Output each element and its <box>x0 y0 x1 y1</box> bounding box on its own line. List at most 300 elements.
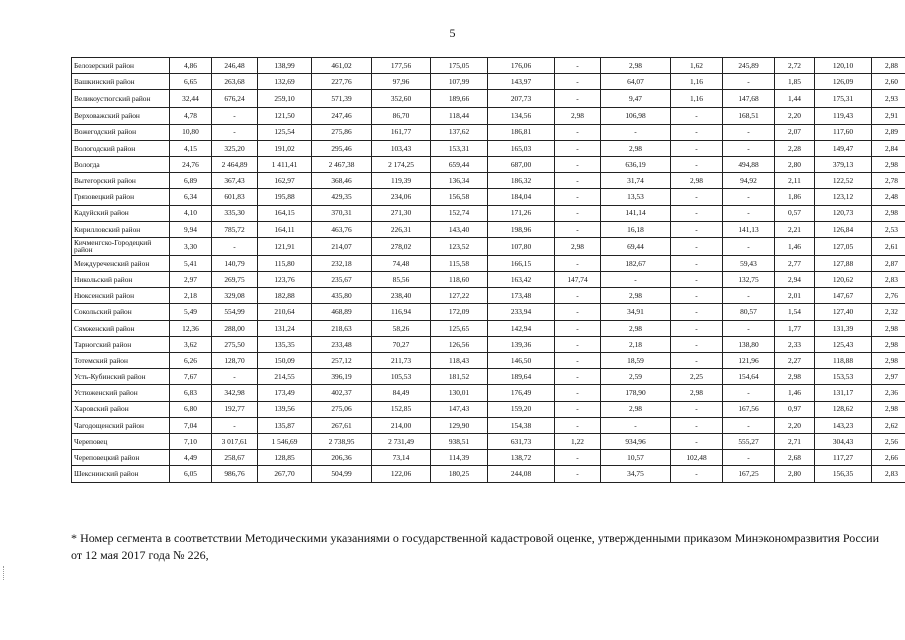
value-cell: 154,64 <box>723 369 775 385</box>
value-cell: 107,99 <box>431 74 488 90</box>
value-cell: 175,05 <box>431 58 488 74</box>
value-cell: 64,07 <box>601 74 671 90</box>
district-name-cell: Череповецкий район <box>72 450 170 466</box>
value-cell: 162,97 <box>258 173 312 189</box>
value-cell: - <box>555 336 601 352</box>
value-cell: 84,49 <box>372 385 431 401</box>
value-cell: 4,86 <box>170 58 212 74</box>
value-cell: 6,05 <box>170 466 212 482</box>
value-cell: - <box>671 156 723 172</box>
value-cell: 156,35 <box>815 466 872 482</box>
value-cell: 233,94 <box>488 304 555 320</box>
value-cell: 571,39 <box>312 90 372 108</box>
value-cell: 2,68 <box>775 450 815 466</box>
value-cell: 122,06 <box>372 466 431 482</box>
value-cell: 4,49 <box>170 450 212 466</box>
value-cell: - <box>671 272 723 288</box>
district-name-cell: Вологда <box>72 156 170 172</box>
value-cell: 164,11 <box>258 221 312 237</box>
value-cell: 263,68 <box>212 74 258 90</box>
value-cell: 2,98 <box>671 385 723 401</box>
value-cell: 132,69 <box>258 74 312 90</box>
scan-edge-mark <box>3 566 6 580</box>
value-cell: 2,01 <box>775 288 815 304</box>
value-cell: 6,83 <box>170 385 212 401</box>
value-cell: 4,78 <box>170 108 212 124</box>
value-cell: 176,49 <box>488 385 555 401</box>
value-cell: 463,76 <box>312 221 372 237</box>
value-cell: 166,15 <box>488 255 555 271</box>
value-cell: 396,19 <box>312 369 372 385</box>
value-cell: 126,09 <box>815 74 872 90</box>
value-cell: 2,32 <box>872 304 905 320</box>
value-cell: 2 464,89 <box>212 156 258 172</box>
value-cell: 171,26 <box>488 205 555 221</box>
value-cell: 173,48 <box>488 288 555 304</box>
value-cell: 119,43 <box>815 108 872 124</box>
value-cell: 2,97 <box>872 369 905 385</box>
value-cell: 106,98 <box>601 108 671 124</box>
value-cell: 275,50 <box>212 336 258 352</box>
value-cell: 135,35 <box>258 336 312 352</box>
value-cell: 1,86 <box>775 189 815 205</box>
value-cell: - <box>671 466 723 482</box>
value-cell: 2,98 <box>872 353 905 369</box>
value-cell: - <box>671 417 723 433</box>
value-cell: 198,96 <box>488 221 555 237</box>
value-cell: 159,20 <box>488 401 555 417</box>
table-row <box>72 124 905 140</box>
value-cell: 659,44 <box>431 156 488 172</box>
value-cell: 234,06 <box>372 189 431 205</box>
value-cell: 2,27 <box>775 353 815 369</box>
district-name-cell: Сямженский район <box>72 320 170 336</box>
value-cell: 2,98 <box>601 401 671 417</box>
value-cell: 2,98 <box>872 205 905 221</box>
value-cell: 304,43 <box>815 433 872 449</box>
value-cell: 127,40 <box>815 304 872 320</box>
value-cell: - <box>671 353 723 369</box>
value-cell: 121,96 <box>723 353 775 369</box>
value-cell: 134,56 <box>488 108 555 124</box>
value-cell: 143,40 <box>431 221 488 237</box>
table-row <box>72 156 905 172</box>
value-cell: 2,56 <box>872 433 905 449</box>
value-cell: 126,84 <box>815 221 872 237</box>
value-cell: 2,84 <box>872 140 905 156</box>
district-name-cell: Вытегорский район <box>72 173 170 189</box>
value-cell: 2,98 <box>601 58 671 74</box>
value-cell: 154,38 <box>488 417 555 433</box>
value-cell: 2,98 <box>555 237 601 255</box>
value-cell: 214,07 <box>312 237 372 255</box>
value-cell: 58,26 <box>372 320 431 336</box>
value-cell: - <box>723 320 775 336</box>
value-cell: 275,86 <box>312 124 372 140</box>
value-cell: 211,73 <box>372 353 431 369</box>
value-cell: - <box>671 401 723 417</box>
value-cell: 125,43 <box>815 336 872 352</box>
value-cell: 2,94 <box>775 272 815 288</box>
value-cell: 636,19 <box>601 156 671 172</box>
value-cell: 147,67 <box>815 288 872 304</box>
value-cell: 138,72 <box>488 450 555 466</box>
district-name-cell: Вашкинский район <box>72 74 170 90</box>
value-cell: 2,98 <box>775 369 815 385</box>
value-cell: 2,28 <box>775 140 815 156</box>
district-name-cell: Великоустюгский район <box>72 90 170 108</box>
district-name-cell: Нюксенский район <box>72 288 170 304</box>
value-cell: 191,02 <box>258 140 312 156</box>
value-cell: 2,62 <box>872 417 905 433</box>
value-cell: 7,04 <box>170 417 212 433</box>
value-cell: 128,62 <box>815 401 872 417</box>
value-cell: 244,08 <box>488 466 555 482</box>
value-cell: 2,98 <box>601 320 671 336</box>
value-cell: 5,49 <box>170 304 212 320</box>
value-cell: 329,08 <box>212 288 258 304</box>
value-cell: 275,06 <box>312 401 372 417</box>
value-cell: 107,80 <box>488 237 555 255</box>
value-cell: 6,89 <box>170 173 212 189</box>
value-cell: - <box>555 385 601 401</box>
value-cell: 16,18 <box>601 221 671 237</box>
value-cell: 631,73 <box>488 433 555 449</box>
value-cell: 2,93 <box>872 90 905 108</box>
value-cell: 2,20 <box>775 417 815 433</box>
district-name-cell: Вологодский район <box>72 140 170 156</box>
value-cell: 2,98 <box>555 108 601 124</box>
value-cell: 123,52 <box>431 237 488 255</box>
value-cell: - <box>555 90 601 108</box>
value-cell: 2,87 <box>872 255 905 271</box>
value-cell: - <box>671 205 723 221</box>
value-cell: 257,12 <box>312 353 372 369</box>
table-row <box>72 255 905 271</box>
value-cell: 115,80 <box>258 255 312 271</box>
value-cell: 165,03 <box>488 140 555 156</box>
value-cell: - <box>555 401 601 417</box>
value-cell: 2,60 <box>872 74 905 90</box>
value-cell: 168,51 <box>723 108 775 124</box>
value-cell: 2,80 <box>775 156 815 172</box>
value-cell: 122,52 <box>815 173 872 189</box>
value-cell: 117,60 <box>815 124 872 140</box>
value-cell: 2,20 <box>775 108 815 124</box>
district-name-cell: Усть-Кубинский район <box>72 369 170 385</box>
value-cell: - <box>555 353 601 369</box>
value-cell: 86,70 <box>372 108 431 124</box>
value-cell: - <box>723 124 775 140</box>
table-row <box>72 369 905 385</box>
value-cell: 2 467,38 <box>312 156 372 172</box>
value-cell: 2,53 <box>872 221 905 237</box>
table-row <box>72 288 905 304</box>
value-cell: - <box>555 466 601 482</box>
value-cell: 137,62 <box>431 124 488 140</box>
value-cell: 2,88 <box>872 58 905 74</box>
table-row <box>72 401 905 417</box>
value-cell: - <box>555 173 601 189</box>
value-cell: 115,58 <box>431 255 488 271</box>
district-name-cell: Череповец <box>72 433 170 449</box>
value-cell: - <box>723 74 775 90</box>
value-cell: 10,57 <box>601 450 671 466</box>
district-name-cell: Верховажский район <box>72 108 170 124</box>
value-cell: - <box>212 124 258 140</box>
value-cell: - <box>671 320 723 336</box>
value-cell: 2,80 <box>775 466 815 482</box>
value-cell: - <box>723 450 775 466</box>
value-cell: 2 174,25 <box>372 156 431 172</box>
cadastral-values-table <box>71 57 905 483</box>
value-cell: 180,25 <box>431 466 488 482</box>
value-cell: - <box>555 124 601 140</box>
value-cell: - <box>723 417 775 433</box>
value-cell: 135,87 <box>258 417 312 433</box>
value-cell: 189,64 <box>488 369 555 385</box>
value-cell: 494,88 <box>723 156 775 172</box>
value-cell: 118,43 <box>431 353 488 369</box>
value-cell: 153,31 <box>431 140 488 156</box>
value-cell: 2,21 <box>775 221 815 237</box>
value-cell: 2,98 <box>601 140 671 156</box>
value-cell: 152,85 <box>372 401 431 417</box>
value-cell: 402,37 <box>312 385 372 401</box>
value-cell: - <box>555 369 601 385</box>
value-cell: - <box>723 205 775 221</box>
value-cell: 167,56 <box>723 401 775 417</box>
value-cell: 130,01 <box>431 385 488 401</box>
value-cell: 235,67 <box>312 272 372 288</box>
value-cell: 2,97 <box>170 272 212 288</box>
value-cell: 70,27 <box>372 336 431 352</box>
value-cell: 461,02 <box>312 58 372 74</box>
value-cell: 24,76 <box>170 156 212 172</box>
value-cell: 176,06 <box>488 58 555 74</box>
value-cell: 269,75 <box>212 272 258 288</box>
value-cell: 125,54 <box>258 124 312 140</box>
value-cell: 192,77 <box>212 401 258 417</box>
value-cell: - <box>671 124 723 140</box>
value-cell: 146,50 <box>488 353 555 369</box>
value-cell: 152,74 <box>431 205 488 221</box>
value-cell: 123,76 <box>258 272 312 288</box>
value-cell: 214,55 <box>258 369 312 385</box>
value-cell: 601,83 <box>212 189 258 205</box>
table-row <box>72 189 905 205</box>
value-cell: 2,98 <box>872 156 905 172</box>
value-cell: 370,31 <box>312 205 372 221</box>
value-cell: 368,46 <box>312 173 372 189</box>
value-cell: - <box>555 205 601 221</box>
table-row <box>72 320 905 336</box>
value-cell: 153,53 <box>815 369 872 385</box>
district-name-cell: Вожегодский район <box>72 124 170 140</box>
value-cell: 555,27 <box>723 433 775 449</box>
district-name-cell: Тарногский район <box>72 336 170 352</box>
value-cell: 59,43 <box>723 255 775 271</box>
table-body <box>72 58 905 483</box>
value-cell: 31,74 <box>601 173 671 189</box>
table-row <box>72 205 905 221</box>
value-cell: 34,75 <box>601 466 671 482</box>
value-cell: 138,99 <box>258 58 312 74</box>
value-cell: 141,13 <box>723 221 775 237</box>
value-cell: 295,46 <box>312 140 372 156</box>
district-name-cell: Кирилловский район <box>72 221 170 237</box>
value-cell: - <box>671 255 723 271</box>
value-cell: 7,10 <box>170 433 212 449</box>
value-cell: - <box>212 369 258 385</box>
value-cell: 2,36 <box>872 385 905 401</box>
value-cell: 120,62 <box>815 272 872 288</box>
value-cell: 178,90 <box>601 385 671 401</box>
value-cell: - <box>555 417 601 433</box>
value-cell: 247,46 <box>312 108 372 124</box>
value-cell: 102,48 <box>671 450 723 466</box>
district-name-cell: Кичменгско-Городецкий район <box>72 237 170 255</box>
value-cell: 271,30 <box>372 205 431 221</box>
value-cell: 182,67 <box>601 255 671 271</box>
value-cell: 143,97 <box>488 74 555 90</box>
value-cell: 934,96 <box>601 433 671 449</box>
value-cell: - <box>671 221 723 237</box>
value-cell: 3,30 <box>170 237 212 255</box>
value-cell: 2,71 <box>775 433 815 449</box>
value-cell: 142,94 <box>488 320 555 336</box>
value-cell: - <box>671 304 723 320</box>
value-cell: 105,53 <box>372 369 431 385</box>
value-cell: 9,94 <box>170 221 212 237</box>
value-cell: - <box>723 237 775 255</box>
value-cell: - <box>671 433 723 449</box>
value-cell: - <box>601 124 671 140</box>
value-cell: 288,00 <box>212 320 258 336</box>
value-cell: 2,78 <box>872 173 905 189</box>
value-cell: 2,07 <box>775 124 815 140</box>
value-cell: - <box>723 140 775 156</box>
table-row <box>72 237 905 255</box>
value-cell: - <box>671 237 723 255</box>
table-row <box>72 417 905 433</box>
footnote: * Номер сегмента в соответствии Методическими указаниями о государственной кадастровой оценке, утвержденными приказом Минэкономразвития России от 12 мая 2017 года № 226, <box>71 531 879 562</box>
value-cell: 121,91 <box>258 237 312 255</box>
value-cell: 7,67 <box>170 369 212 385</box>
value-cell: - <box>555 255 601 271</box>
value-cell: 127,05 <box>815 237 872 255</box>
value-cell: 131,17 <box>815 385 872 401</box>
value-cell: - <box>671 108 723 124</box>
value-cell: 167,25 <box>723 466 775 482</box>
value-cell: 246,48 <box>212 58 258 74</box>
value-cell: 435,80 <box>312 288 372 304</box>
value-cell: 233,48 <box>312 336 372 352</box>
value-cell: 259,10 <box>258 90 312 108</box>
value-cell: 147,74 <box>555 272 601 288</box>
value-cell: 74,48 <box>372 255 431 271</box>
value-cell: 126,56 <box>431 336 488 352</box>
value-cell: 181,52 <box>431 369 488 385</box>
value-cell: 161,77 <box>372 124 431 140</box>
value-cell: 12,36 <box>170 320 212 336</box>
table-row <box>72 90 905 108</box>
value-cell: - <box>555 189 601 205</box>
value-cell: 785,72 <box>212 221 258 237</box>
value-cell: 226,31 <box>372 221 431 237</box>
value-cell: 227,76 <box>312 74 372 90</box>
value-cell: 2,98 <box>671 173 723 189</box>
value-cell: 3,62 <box>170 336 212 352</box>
value-cell: 267,61 <box>312 417 372 433</box>
value-cell: 2,76 <box>872 288 905 304</box>
value-cell: 120,10 <box>815 58 872 74</box>
value-cell: 139,36 <box>488 336 555 352</box>
value-cell: 218,63 <box>312 320 372 336</box>
table-row <box>72 433 905 449</box>
value-cell: 127,88 <box>815 255 872 271</box>
value-cell: - <box>555 156 601 172</box>
page-number: 5 <box>449 26 456 40</box>
value-cell: - <box>212 417 258 433</box>
value-cell: 1 546,69 <box>258 433 312 449</box>
value-cell: 938,51 <box>431 433 488 449</box>
value-cell: 504,99 <box>312 466 372 482</box>
value-cell: 2,89 <box>872 124 905 140</box>
value-cell: - <box>555 221 601 237</box>
value-cell: - <box>671 336 723 352</box>
value-cell: 139,56 <box>258 401 312 417</box>
value-cell: 1,44 <box>775 90 815 108</box>
value-cell: 156,58 <box>431 189 488 205</box>
value-cell: 2,98 <box>872 320 905 336</box>
value-cell: 468,89 <box>312 304 372 320</box>
value-cell: 3 017,61 <box>212 433 258 449</box>
value-cell: 335,30 <box>212 205 258 221</box>
value-cell: 210,64 <box>258 304 312 320</box>
value-cell: 120,73 <box>815 205 872 221</box>
value-cell: - <box>601 272 671 288</box>
value-cell: 6,80 <box>170 401 212 417</box>
value-cell: 186,32 <box>488 173 555 189</box>
value-cell: 687,00 <box>488 156 555 172</box>
value-cell: 2,77 <box>775 255 815 271</box>
value-cell: - <box>671 189 723 205</box>
value-cell: 118,60 <box>431 272 488 288</box>
value-cell: - <box>555 288 601 304</box>
value-cell: 119,39 <box>372 173 431 189</box>
value-cell: 1,62 <box>671 58 723 74</box>
value-cell: 1,77 <box>775 320 815 336</box>
value-cell: - <box>723 288 775 304</box>
value-cell: 136,34 <box>431 173 488 189</box>
value-cell: 278,02 <box>372 237 431 255</box>
value-cell: 1 411,41 <box>258 156 312 172</box>
value-cell: 206,36 <box>312 450 372 466</box>
value-cell: 10,80 <box>170 124 212 140</box>
value-cell: 127,22 <box>431 288 488 304</box>
value-cell: 2,61 <box>872 237 905 255</box>
value-cell: 184,04 <box>488 189 555 205</box>
value-cell: 0,97 <box>775 401 815 417</box>
value-cell: 2,66 <box>872 450 905 466</box>
value-cell: 232,18 <box>312 255 372 271</box>
value-cell: 69,44 <box>601 237 671 255</box>
district-name-cell: Тотемский район <box>72 353 170 369</box>
value-cell: 117,27 <box>815 450 872 466</box>
value-cell: 177,56 <box>372 58 431 74</box>
value-cell: 121,50 <box>258 108 312 124</box>
